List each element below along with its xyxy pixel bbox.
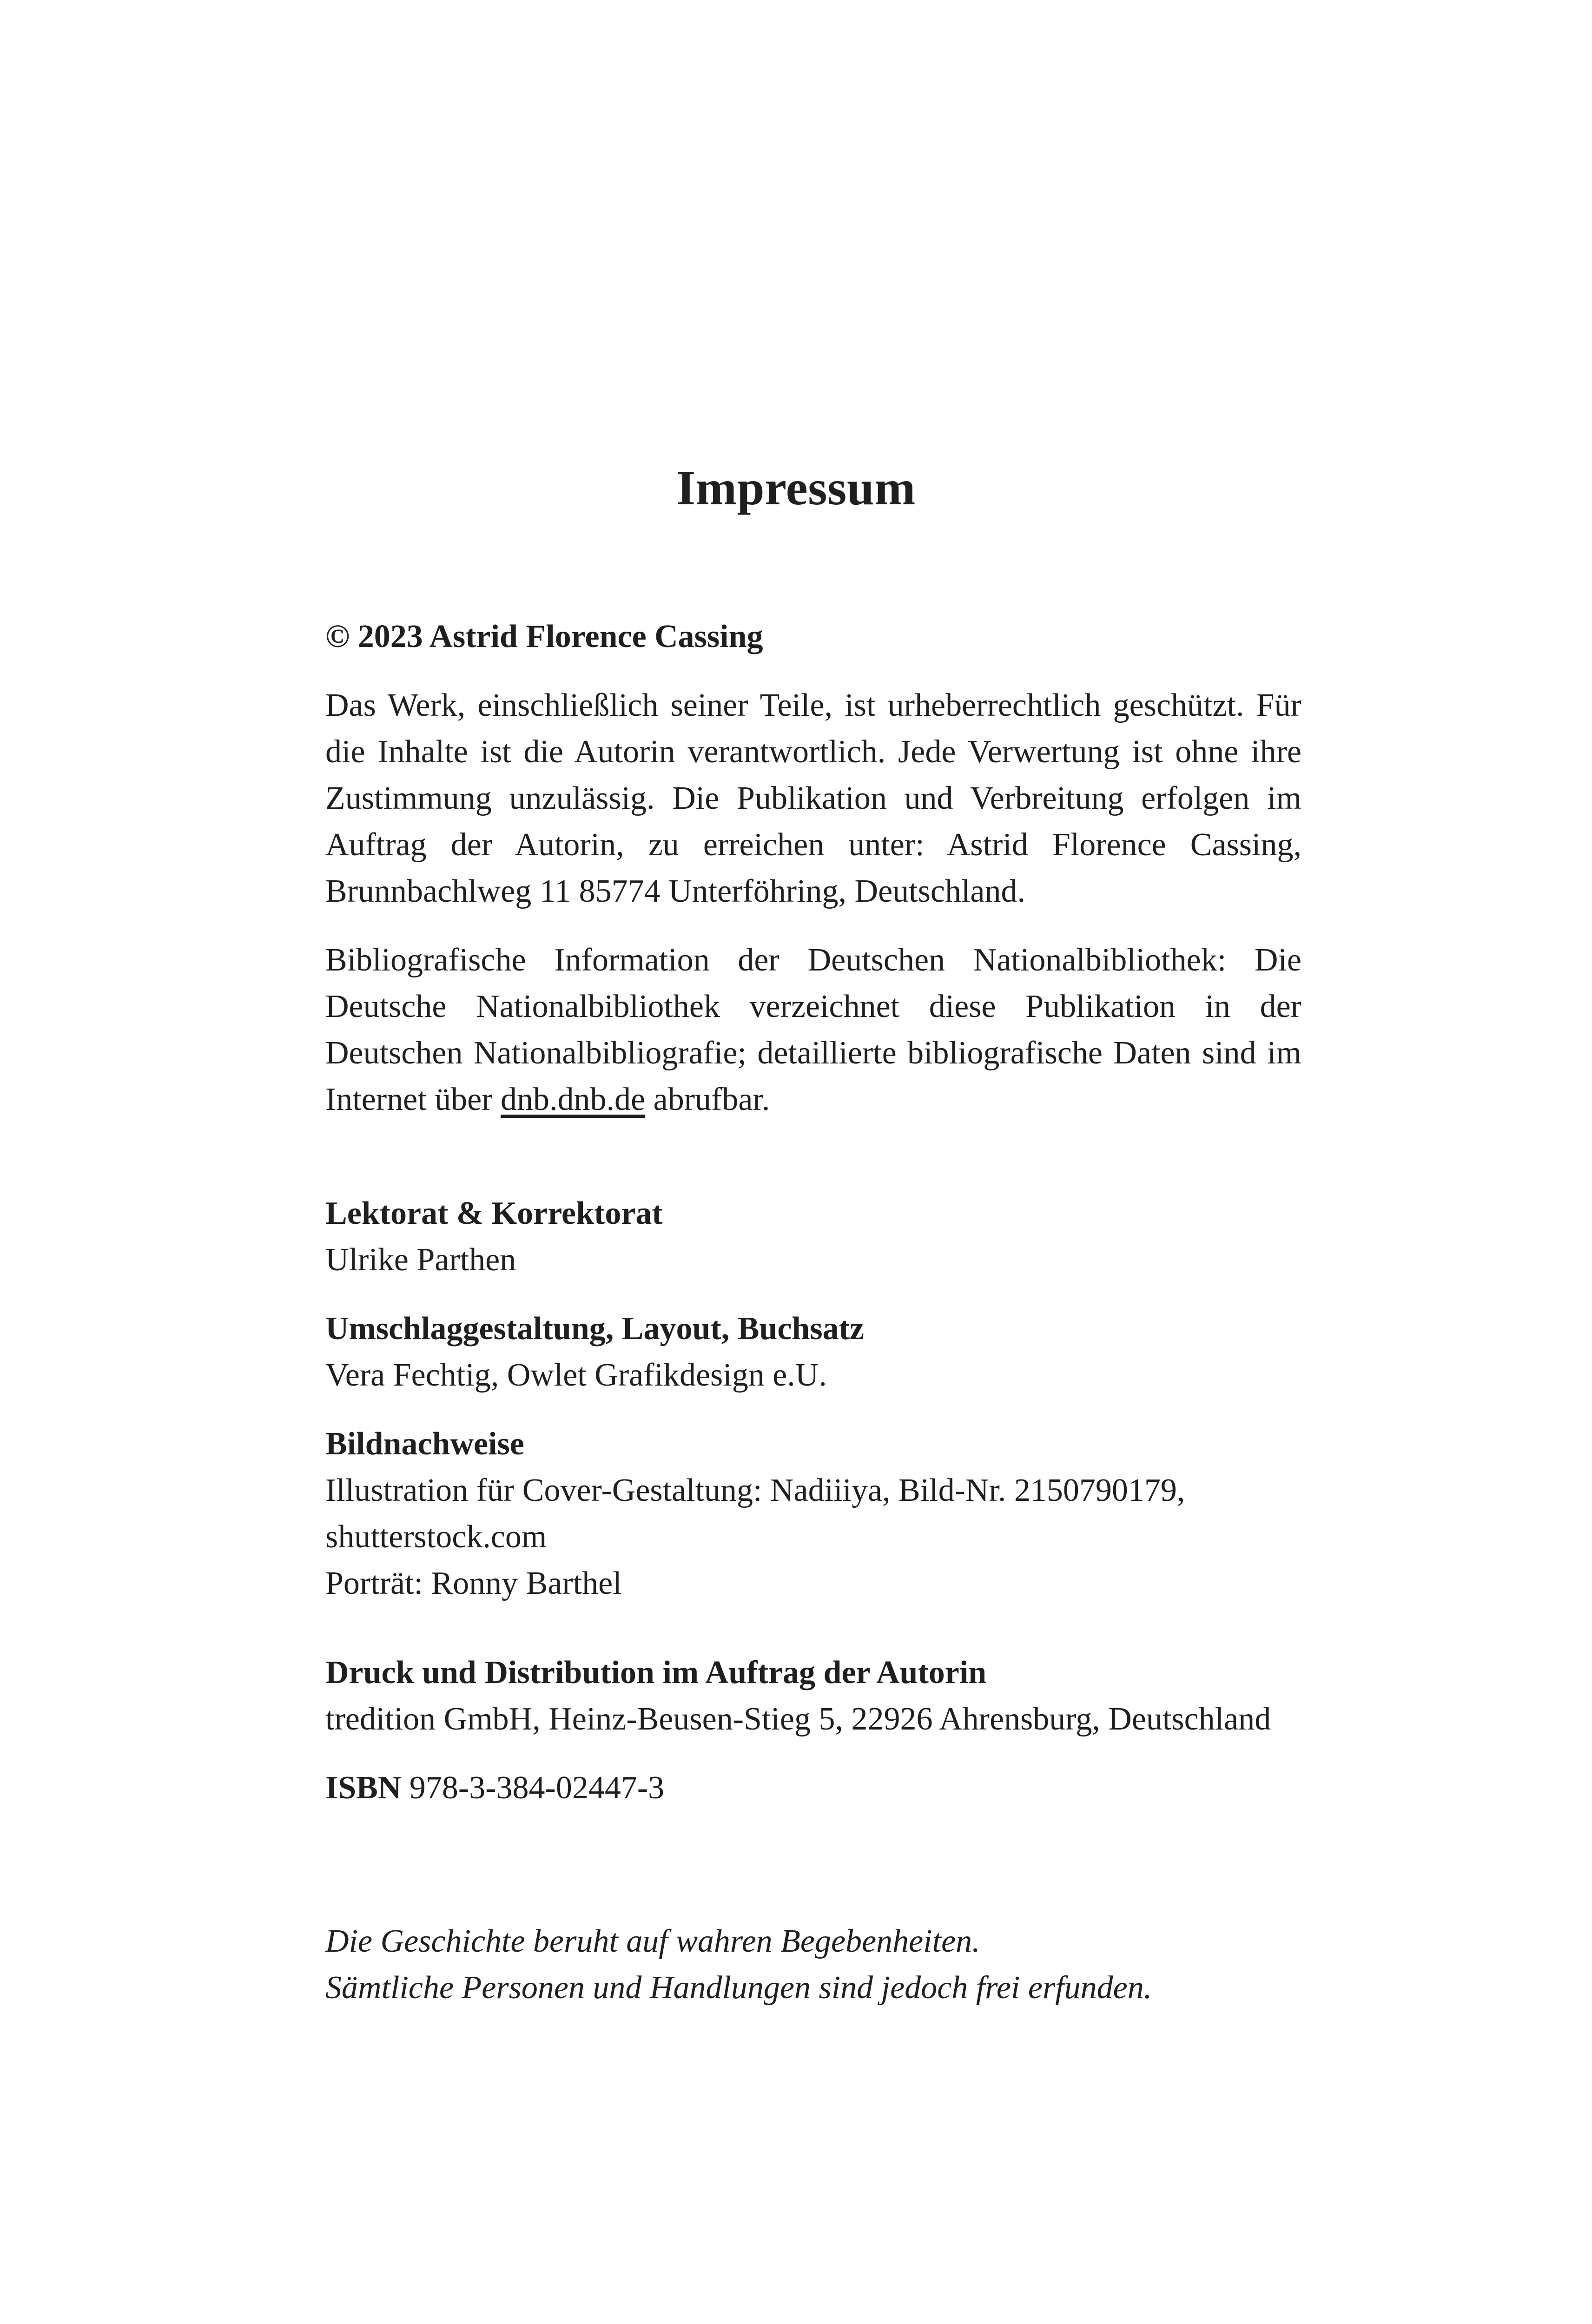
credit-line-editing: Ulrike Parthen: [325, 1242, 516, 1278]
bibliography-paragraph: [325, 937, 1301, 1123]
credit-heading-images: Bildnachweise: [325, 1426, 524, 1462]
isbn-value: 978-3-384-02447-3: [401, 1770, 665, 1806]
credit-line-images-portrait: Porträt: Ronny Barthel: [325, 1565, 622, 1601]
disclaimer-line-2: Sämtliche Personen und Handlungen sind jedoch frei erfunden.: [325, 1970, 1152, 2006]
bibliography-text-end: abrufbar.: [645, 1082, 770, 1117]
imprint-content: [325, 614, 1301, 2011]
bibliography-text: Bibliografische Information der Deutschen Nationalbibliothek: Die Deutsche Nationalbibliothek verzeichnet diese Publikation in der Deutschen Nationalbibliografie; detaillierte bibliografische Daten sind im Internet über: [325, 942, 1301, 1117]
page-title: Impressum: [676, 461, 916, 515]
credit-line-images-cover: Illustration für Cover-Gestaltung: Nadiiiya, Bild-Nr. 2150790179,: [325, 1472, 1185, 1508]
rights-paragraph: Das Werk, einschließlich seiner Teile, ist urheberrechtlich geschützt. Für die Inhalte ist die Autorin verantwortlich. Jede Verwertung ist ohne ihre Zustimmung unzulässig. Die Publikation und Verbreitung erfolgen im Auftrag der Autorin, zu erreichen unter: Astrid Florence Cassing, Brunnbachlweg 11 85774 Unterföhring, Deutschland.: [325, 687, 1301, 909]
credit-heading-design: Umschlaggestaltung, Layout, Buchsatz: [325, 1311, 864, 1347]
print-line: tredition GmbH, Heinz-Beusen-Stieg 5, 22926 Ahrensburg, Deutschland: [325, 1701, 1271, 1737]
copyright-line: © 2023 Astrid Florence Cassing: [325, 619, 763, 654]
disclaimer-line-1: Die Geschichte beruht auf wahren Begebenheiten.: [325, 1923, 980, 1959]
isbn-line: [325, 1765, 1301, 1811]
credit-line-design: Vera Fechtig, Owlet Grafikdesign e.U.: [325, 1357, 827, 1393]
credit-heading-editing: Lektorat & Korrektorat: [325, 1195, 663, 1231]
isbn-label: ISBN: [325, 1770, 402, 1806]
credit-line-images-source: shutterstock.com: [325, 1519, 547, 1555]
print-heading: Druck und Distribution im Auftrag der Autorin: [325, 1655, 987, 1690]
dnb-link[interactable]: dnb.dnb.de: [501, 1082, 646, 1117]
